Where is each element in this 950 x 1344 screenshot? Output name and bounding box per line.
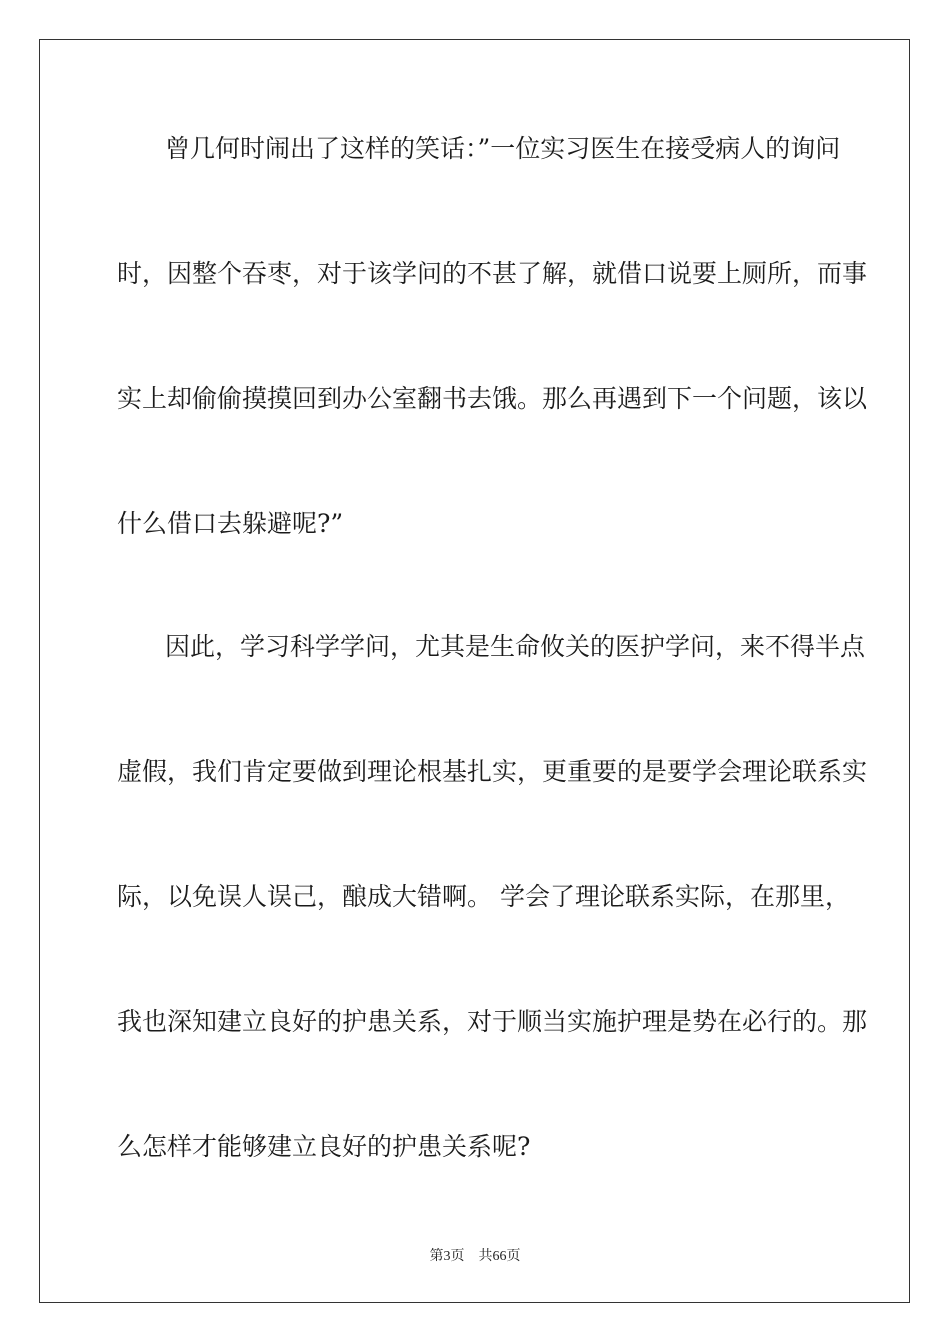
page-footer	[0, 1247, 950, 1267]
paragraph-2-line-3: 际，以免误人误己，酿成大错啊。 学会了理论联系实际，在那里，	[117, 882, 850, 911]
paragraph-1-line-3: 实上却偷偷摸摸回到办公室翻书去饿。那么再遇到下一个问题，该以	[117, 384, 868, 413]
paragraph-2-line-5: 么怎样才能够建立良好的护患关系呢?	[117, 1132, 531, 1161]
paragraph-1-line-4: 什么借口去躲避呢?”	[117, 509, 344, 538]
page-border	[39, 39, 910, 1303]
paragraph-1-line-1: 曾几何时闹出了这样的笑话：”一位实习医生在接受病人的询问	[165, 134, 841, 163]
paragraph-2-line-1: 因此，学习科学学问，尤其是生命攸关的医护学问，来不得半点	[165, 632, 866, 661]
paragraph-2-line-2: 虚假，我们肯定要做到理论根基扎实，更重要的是要学会理论联系实	[117, 757, 868, 786]
paragraph-1-line-2: 时，因整个吞枣，对于该学问的不甚了解，就借口说要上厕所，而事	[117, 259, 868, 288]
page-number: 第3页	[429, 1249, 465, 1264]
paragraph-2-line-4: 我也深知建立良好的护患关系，对于顺当实施护理是势在必行的。那	[117, 1007, 868, 1036]
page-total: 共66页	[478, 1249, 521, 1264]
